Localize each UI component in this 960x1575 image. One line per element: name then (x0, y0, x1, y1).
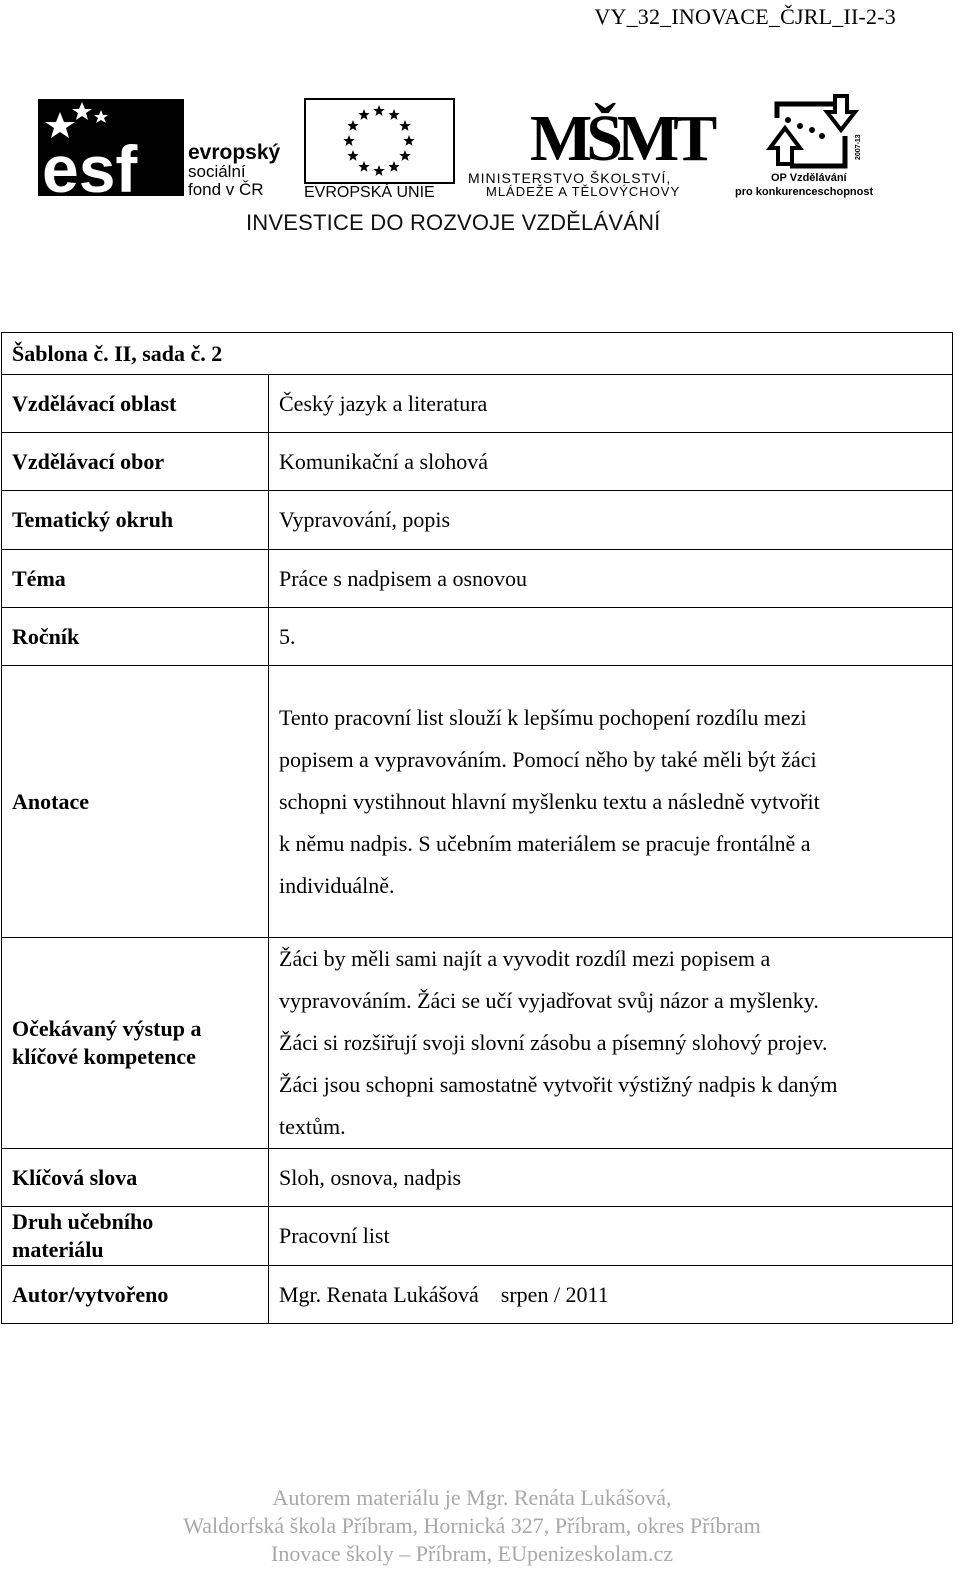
rocnik-value: 5. (269, 608, 953, 666)
autor-name: Mgr. Renata Lukášová (279, 1281, 479, 1307)
anotace-line: Tento pracovní list slouží k lepšímu pochopení rozdílu mezi (279, 704, 807, 730)
row-tema (2, 550, 953, 608)
row-druh (2, 1207, 953, 1266)
anotace-line: popisem a vypravováním. Pomocí něho by také měli být žáci (279, 746, 817, 772)
vystup-line: Žáci si rozšiřují svoji slovní zásobu a písemný slohový projev. (279, 1030, 828, 1055)
vystup-value (269, 938, 953, 1149)
okruh-value: Vypravování, popis (269, 491, 953, 550)
vystup-line: textům. (279, 1114, 346, 1139)
footer (0, 1484, 944, 1568)
anotace-line: k němu nadpis. S učebním materiálem se pracuje frontálně a (279, 830, 811, 856)
row-anotace (2, 666, 953, 938)
slova-value: Sloh, osnova, nadpis (269, 1149, 953, 1207)
sablona-cell: Šablona č. II, sada č. 2 (2, 333, 953, 375)
op-line2: pro konkurenceschopnost (735, 186, 874, 198)
autor-date: srpen / 2011 (500, 1281, 609, 1307)
investice-ribbon: INVESTICE DO ROZVOJE VZDĚLÁVÁNÍ (246, 210, 661, 235)
rocnik-label: Ročník (2, 608, 269, 666)
vystup-line: vypravováním. Žáci se učí vyjadřovat svůj názor a myšlenky. (279, 988, 819, 1013)
druh-label-line: Druh učebního (12, 1209, 154, 1234)
footer-line: Inovace školy – Příbram, EUpenizeskolam.cz (271, 1541, 673, 1566)
row-autor (2, 1266, 953, 1324)
obor-value: Komunikační a slohová (269, 433, 953, 491)
oblast-value: Český jazyk a literatura (269, 375, 953, 433)
esf-line3: fond v ČR (188, 180, 264, 199)
logo-band (0, 0, 960, 250)
anotace-label: Anotace (2, 666, 269, 938)
slova-label: Klíčová slova (2, 1149, 269, 1207)
document-code: VY_32_INOVACE_ČJRL_II-2-3 (594, 4, 896, 29)
row-rocnik (2, 608, 953, 666)
row-vystup (2, 938, 953, 1149)
anotace-line: individuálně. (279, 872, 395, 898)
esf-mark: esf (42, 132, 138, 206)
footer-line: Waldorfská škola Příbram, Hornická 327, Příbram, okres Příbram (183, 1513, 761, 1538)
vystup-line: Žáci jsou schopni samostatně vytvořit výstižný nadpis k daným (279, 1072, 838, 1097)
esf-line2: sociální (188, 162, 246, 181)
msmt-line1: MINISTERSTVO ŠKOLSTVÍ, (468, 170, 672, 186)
metadata-table (1, 332, 953, 1324)
anotace-value (269, 666, 953, 938)
vystup-label-line: klíčové kompetence (12, 1044, 196, 1069)
anotace-line: schopni vystihnout hlavní myšlenku textu a následně vytvořit (279, 788, 820, 814)
op-line1: OP Vzdělávání (771, 172, 847, 184)
tema-value: Práce s nadpisem a osnovou (269, 550, 953, 608)
eu-flag-logo (304, 99, 454, 201)
druh-value: Pracovní list (269, 1207, 953, 1266)
obor-label: Vzdělávací obor (2, 433, 269, 491)
row-sablona (2, 333, 953, 375)
vystup-line: Žáci by měli sami najít a vyvodit rozdíl mezi popisem a (279, 946, 771, 971)
op-vzdelavani-logo (735, 96, 873, 198)
autor-value (269, 1266, 953, 1324)
oblast-label: Vzdělávací oblast (2, 375, 269, 433)
esf-logo (38, 99, 281, 206)
op-years: 2007-13 (855, 134, 862, 160)
autor-label: Autor/vytvořeno (2, 1266, 269, 1324)
eu-caption: EVROPSKÁ UNIE (304, 184, 435, 201)
row-okruh (2, 491, 953, 550)
row-obor (2, 433, 953, 491)
vystup-label (2, 938, 269, 1149)
msmt-logo (468, 102, 717, 199)
druh-label-line: materiálu (12, 1237, 104, 1262)
okruh-label: Tematický okruh (2, 491, 269, 550)
vystup-label-line: Očekávaný výstup a (12, 1016, 202, 1041)
druh-label (2, 1207, 269, 1266)
row-oblast (2, 375, 953, 433)
msmt-mark: MŠMT (530, 102, 712, 175)
msmt-line2: MLÁDEŽE A TĚLOVÝCHOVY (486, 184, 681, 199)
esf-line1: evropský (188, 141, 281, 164)
tema-label: Téma (2, 550, 269, 608)
footer-line: Autorem materiálu je Mgr. Renáta Lukášová, (272, 1485, 672, 1510)
row-klicova-slova (2, 1149, 953, 1207)
